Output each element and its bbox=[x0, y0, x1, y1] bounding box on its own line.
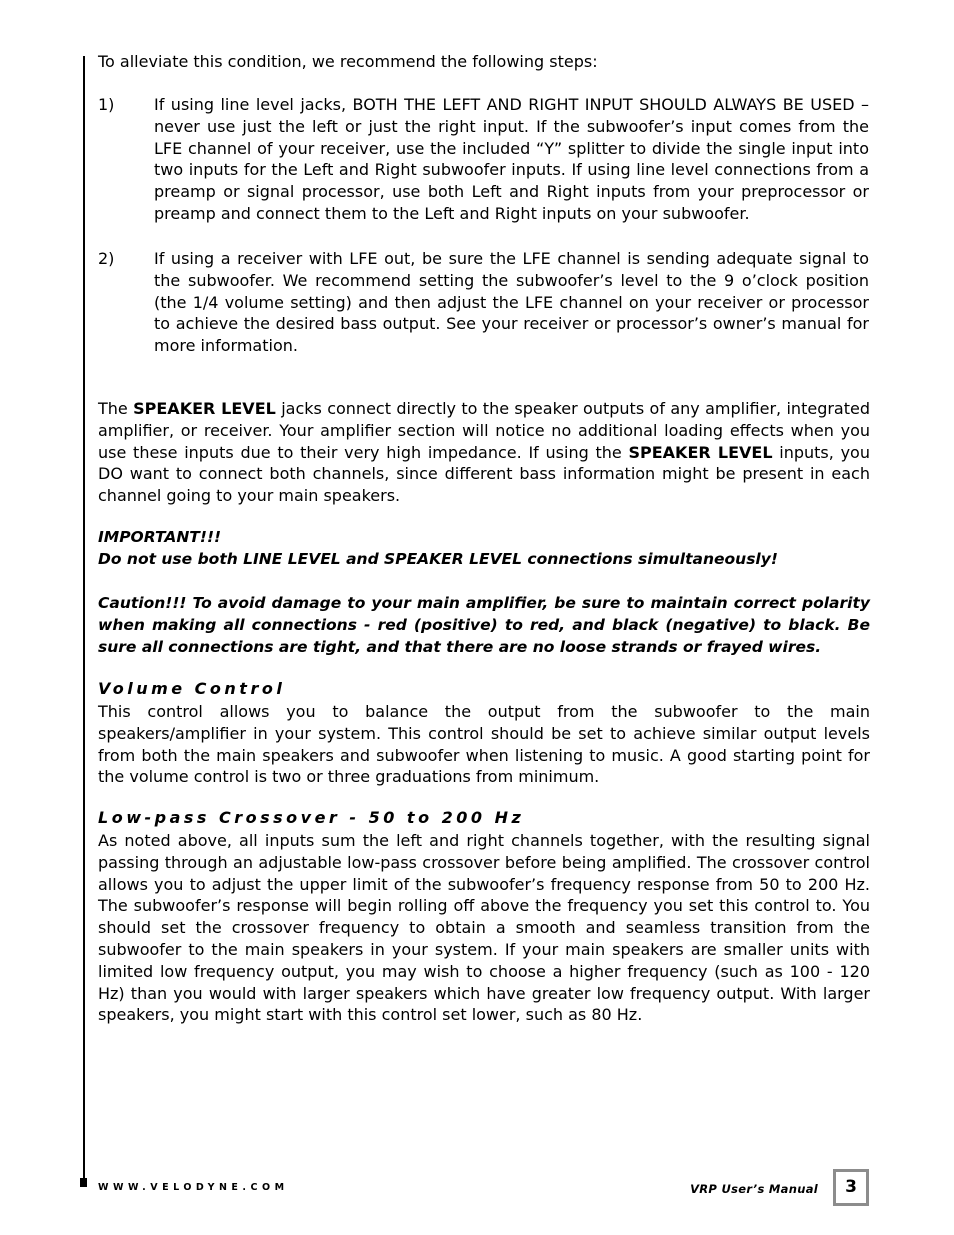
low-pass-crossover-paragraph: As noted above, all inputs sum the left and right channels together, with the resulting signal passing through an adjustable low-pass crossover before being amplified. The crossover control allows you to adjust the upper limit of the subwoofer’s frequency response from 50 to 200 Hz. The subwoofer’s response will begin rolling off above the frequency you set this control to. You should set the crossover frequency to obtain a smooth and seamless transition from the subwoofer to the main speakers in your system. If your main speakers are smaller units with limited low frequency output, you may wish to choose a higher frequency (such as 100 - 120 Hz) than you would with larger speakers which have greater low frequency output. With larger speakers, you might start with this control set lower, such as 80 Hz. bbox=[98, 831, 870, 1025]
footer-website: WWW.VELODYNE.COM bbox=[98, 1182, 289, 1193]
speaker-text-1: The bbox=[98, 399, 134, 418]
speaker-text-3: inputs, you DO want to connect both channels, since different bass information might be present in each channel going to your main speakers. bbox=[98, 442, 870, 506]
step-text: If using a receiver with LFE out, be sure the LFE channel is sending adequate signal to the subwoofer. We recommend setting the subwoofer’s level to the 9 o’clock position (the 1/4 volume setting) and then adjust the LFE channel on your receiver or processor to achieve the desired bass output. See your receiver or processor’s owner’s manual for more information. bbox=[154, 249, 869, 356]
speaker-level-term: SPEAKER LEVEL bbox=[133, 399, 276, 418]
step-1 bbox=[98, 94, 870, 225]
volume-control-heading: Volume Control bbox=[98, 679, 286, 698]
important-label: IMPORTANT!!! bbox=[98, 528, 222, 546]
caution-notice: Caution!!! To avoid damage to your main amplifier, be sure to maintain correct polarity when making all connections - red (positive) to red, and black (negative) to black. Be sure all connections are tight, and that there are no loose strands or frayed wires. bbox=[98, 594, 870, 656]
speaker-level-term: SPEAKER LEVEL bbox=[628, 442, 773, 462]
important-notice bbox=[98, 526, 870, 570]
footer-manual-title: VRP User’s Manual bbox=[690, 1182, 818, 1196]
important-text: Do not use both LINE LEVEL and SPEAKER LEVEL connections simultaneously! bbox=[98, 550, 778, 568]
speaker-text-2: jacks connect directly to the speaker outputs of any amplifier, integrated amplifier, or receiver. Your amplifier section will notice no additional loading effects when you use these inputs due to their very high impedance. If using the bbox=[98, 399, 871, 462]
step-text: If using line level jacks, BOTH THE LEFT AND RIGHT INPUT SHOULD ALWAYS BE USED – never use just the left or just the right input. If the subwoofer’s input comes from the LFE channel of your receiver, use the included “Y” splitter to divide the single input into two inputs for the Left and Right subwoofer inputs. If using line level connections from a preamp or signal processor, use both Left and Right inputs from your preprocessor or preamp and connect them to the Left and Right inputs on your subwoofer. bbox=[154, 95, 869, 223]
left-margin-rule bbox=[83, 56, 85, 1182]
step-number: 1) bbox=[98, 95, 115, 114]
page-number: 3 bbox=[845, 1177, 857, 1197]
step-2 bbox=[98, 248, 870, 357]
intro-paragraph: To alleviate this condition, we recommend the following steps: bbox=[98, 52, 598, 71]
low-pass-crossover-heading: Low-pass Crossover - 50 to 200 Hz bbox=[98, 808, 525, 827]
page-number-box bbox=[833, 1169, 869, 1206]
step-number: 2) bbox=[98, 249, 115, 268]
margin-rule-end-marker bbox=[80, 1178, 87, 1187]
volume-control-paragraph: This control allows you to balance the output from the subwoofer to the main speakers/amplifier in your system. This control should be set to achieve similar output levels from both the main speakers and subwoofer when listening to music. A good starting point for the volume control is two or three graduations from minimum. bbox=[98, 702, 870, 787]
speaker-level-paragraph bbox=[98, 398, 870, 507]
